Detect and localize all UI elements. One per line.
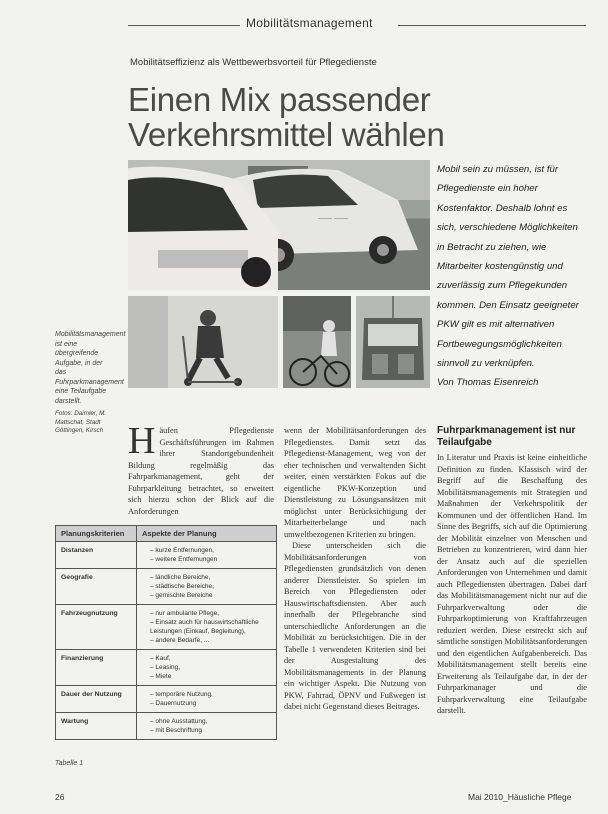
- photo-bicycle: [283, 296, 351, 388]
- aspect-item: – temporäre Nutzung,: [150, 690, 271, 699]
- table-cell-criterion: Fahrzeugnutzung: [56, 605, 137, 650]
- table-header-row: [56, 526, 277, 542]
- aspect-item: – Dauernutzung: [150, 699, 271, 708]
- issue-label: Mai 2010_Häusliche Pflege: [468, 792, 572, 802]
- table-body: [56, 542, 277, 740]
- table-cell-criterion: Wartung: [56, 713, 137, 740]
- aspect-item: – städtische Bereiche,: [150, 582, 271, 591]
- section-label: Mobilitätsmanagement: [246, 16, 373, 30]
- column-2: [284, 425, 426, 770]
- header-rule-right: [398, 25, 586, 26]
- table-cell-aspects: [137, 569, 277, 605]
- aspect-item: – Miete: [150, 672, 271, 681]
- table-row: [56, 650, 277, 686]
- aspect-item: – Kauf,: [150, 654, 271, 663]
- article-subtitle: Mobilitätseffizienz als Wettbewerbsvorteil für Pflegedienste: [130, 57, 377, 68]
- table-row: [56, 569, 277, 605]
- table-cell-aspects: [137, 605, 277, 650]
- table-header-aspects: Aspekte der Planung: [137, 526, 277, 542]
- table-cell-aspects: [137, 542, 277, 569]
- author-byline: Von Thomas Eisenreich: [437, 377, 539, 389]
- article-intro: [437, 160, 587, 393]
- table-row: [56, 542, 277, 569]
- column-1-text: äufen Pflegedienste Geschäftsführungen im Rahmen ihrer Standortgebundenheit Bildung regelmäßig das Fahrparkmanagement, geht der Fuhrparkleitung betrachtet, so erweitert sich hierzu schon der Blick auf die Anforderungen: [128, 426, 274, 516]
- photo-scooter: [128, 296, 278, 388]
- tram-illustration: [356, 296, 430, 388]
- bicycle-illustration: [283, 296, 351, 388]
- column-3-text: In Literatur und Praxis ist keine einheitliche Definition zu finden. Klassisch wird der Begriff auf die Beschaffung des Mobilitätsmanagements mit Strategien und Maßnahmen der Verkehrspolitik der Kommunen und der öffentlichen Hand. Im Sinne des Begriffs, sich auf die Optimierung der Mobilität einzelner von Menschen und Betrieben zu konzentrieren, wird dann hier der Ansatz auch auf die speziellen Anforderungen von Unternehmen und damit auch Pflegediensten übertragen. Dabei darf das Mobilitätsmanagement nicht nur auf die Fuhrparkverwaltung oder die Fuhrparkoptimierung von Kraftfahrzeugen reduziert werden. Diese erstreckt sich auf sämtliche sonstigen Mobilitätsanforderungen und den eigentlichen Aufgabenbereich. Das Mobilitätsmanagement stellt bereits eine Erweiterung als Teilaufgabe dar, in der der Fuhrparkmanager und die Fuhrparkverwaltung eine Teilaufgabe darstellt.: [437, 453, 587, 715]
- dropcap: H: [128, 425, 156, 462]
- scooter-illustration: [128, 296, 278, 388]
- aspect-item: – kurze Entfernungen,: [150, 546, 271, 555]
- column-3-heading: Fuhrparkmanagement ist nur Teilaufgabe: [437, 425, 576, 448]
- table-cell-criterion: Geografie: [56, 569, 137, 605]
- table-cell-criterion: Dauer der Nutzung: [56, 686, 137, 713]
- header-rule-left: [128, 25, 240, 26]
- column-3: [437, 452, 587, 772]
- caption-text: Mobilitätsmanagement ist eine übergreifende Aufgabe, in der das Fuhrparkmanagement eine Teilaufgabe darstellt.: [55, 331, 126, 405]
- aspect-item: – weitere Entfernungen: [150, 555, 271, 564]
- aspect-item: – Einsatz auch für hauswirtschaftliche Leistungen (Einkauf, Begleitung),: [150, 618, 271, 636]
- page-number: 26: [55, 792, 65, 802]
- photo-credit: Fotos: Daimler, M. Mattschat, Stadt Göttingen, Kirsch: [55, 410, 107, 434]
- table-cell-criterion: Distanzen: [56, 542, 137, 569]
- table-header-criteria: Planungskriterien: [56, 526, 137, 542]
- table-row: [56, 605, 277, 650]
- article-title: [128, 82, 445, 152]
- aspect-item: – mit Beschriftung: [150, 726, 271, 735]
- photo-caption: [55, 330, 126, 436]
- smart-cars-illustration: [128, 160, 430, 290]
- photo-tram: [356, 296, 430, 388]
- table-cell-aspects: [137, 713, 277, 740]
- column-2-para-1: wenn der Mobilitätsanforderungen des Pflegedienstes. Damit setzt das Pflegedienst-Management, weg von der eher technischen und verwaltenden Sicht weiter, einen verstärkten Fokus auf die eigentliche PKW-Konzeption und Dienstleistung zu Lösungsansätzen mit möglichst unter Berücksichtigung der Mitarbeiterbelange und nach umweltbezogenen Kriterien zu bringen.: [284, 426, 426, 539]
- aspect-item: – ländliche Bereiche,: [150, 573, 271, 582]
- table-row: [56, 713, 277, 740]
- aspect-item: – andere Bedarfe, ...: [150, 636, 271, 645]
- aspect-item: – nur ambulante Pflege,: [150, 609, 271, 618]
- photo-smart-cars: [128, 160, 430, 290]
- article-title-line2: Verkehrsmittel wählen: [128, 116, 445, 153]
- table-row: [56, 686, 277, 713]
- column-1: [128, 425, 274, 517]
- aspect-item: – Leasing,: [150, 663, 271, 672]
- column-2-para-2: Diese unterscheiden sich die Mobilitätsanforderungen von Pflegediensten grundsätzlich von denen anderer Dienstleister. So spielen im Bereich von Pflegediensten oder Hauswirtschaftsdiensten. Aber auch innerhalb der Pflegebranche sind unterschiedliche Anforderungen an die Mobilität zu berücksichtigen. Die in der Tabelle 1 verwendeten Kriterien sind bei der Ausgestaltung des Mobilitätsmanagements in der Planung ein wichtiger Aspekt. Die Nutzung von PKW, Fahrrad, ÖPNV und Fußwegen ist dabei nicht Gegenstand dieses Beitrages.: [284, 541, 426, 711]
- table-caption: Tabelle 1: [55, 760, 84, 767]
- table-cell-aspects: [137, 650, 277, 686]
- aspect-item: – ohne Ausstattung,: [150, 717, 271, 726]
- planning-table: [55, 525, 277, 740]
- article-title-line1: Einen Mix passender: [128, 81, 431, 118]
- svg-text:—— ——: —— ——: [318, 215, 348, 222]
- table-cell-criterion: Finanzierung: [56, 650, 137, 686]
- table-cell-aspects: [137, 686, 277, 713]
- aspect-item: – gemischte Bereiche: [150, 591, 271, 600]
- intro-text: Mobil sein zu müssen, ist für Pflegedienste ein hoher Kostenfaktor. Deshalb lohnt es sich, verschiedene Möglichkeiten in Betracht zu ziehen, wie Mitarbeiter kostengünstig und zuverlässig zum Pflegekunden kommen. Den Einsatz geeigneter PKW gilt es mit alternativen Fortbewegungsmöglichkeiten sinnvoll zu verknüpfen.: [437, 164, 579, 370]
